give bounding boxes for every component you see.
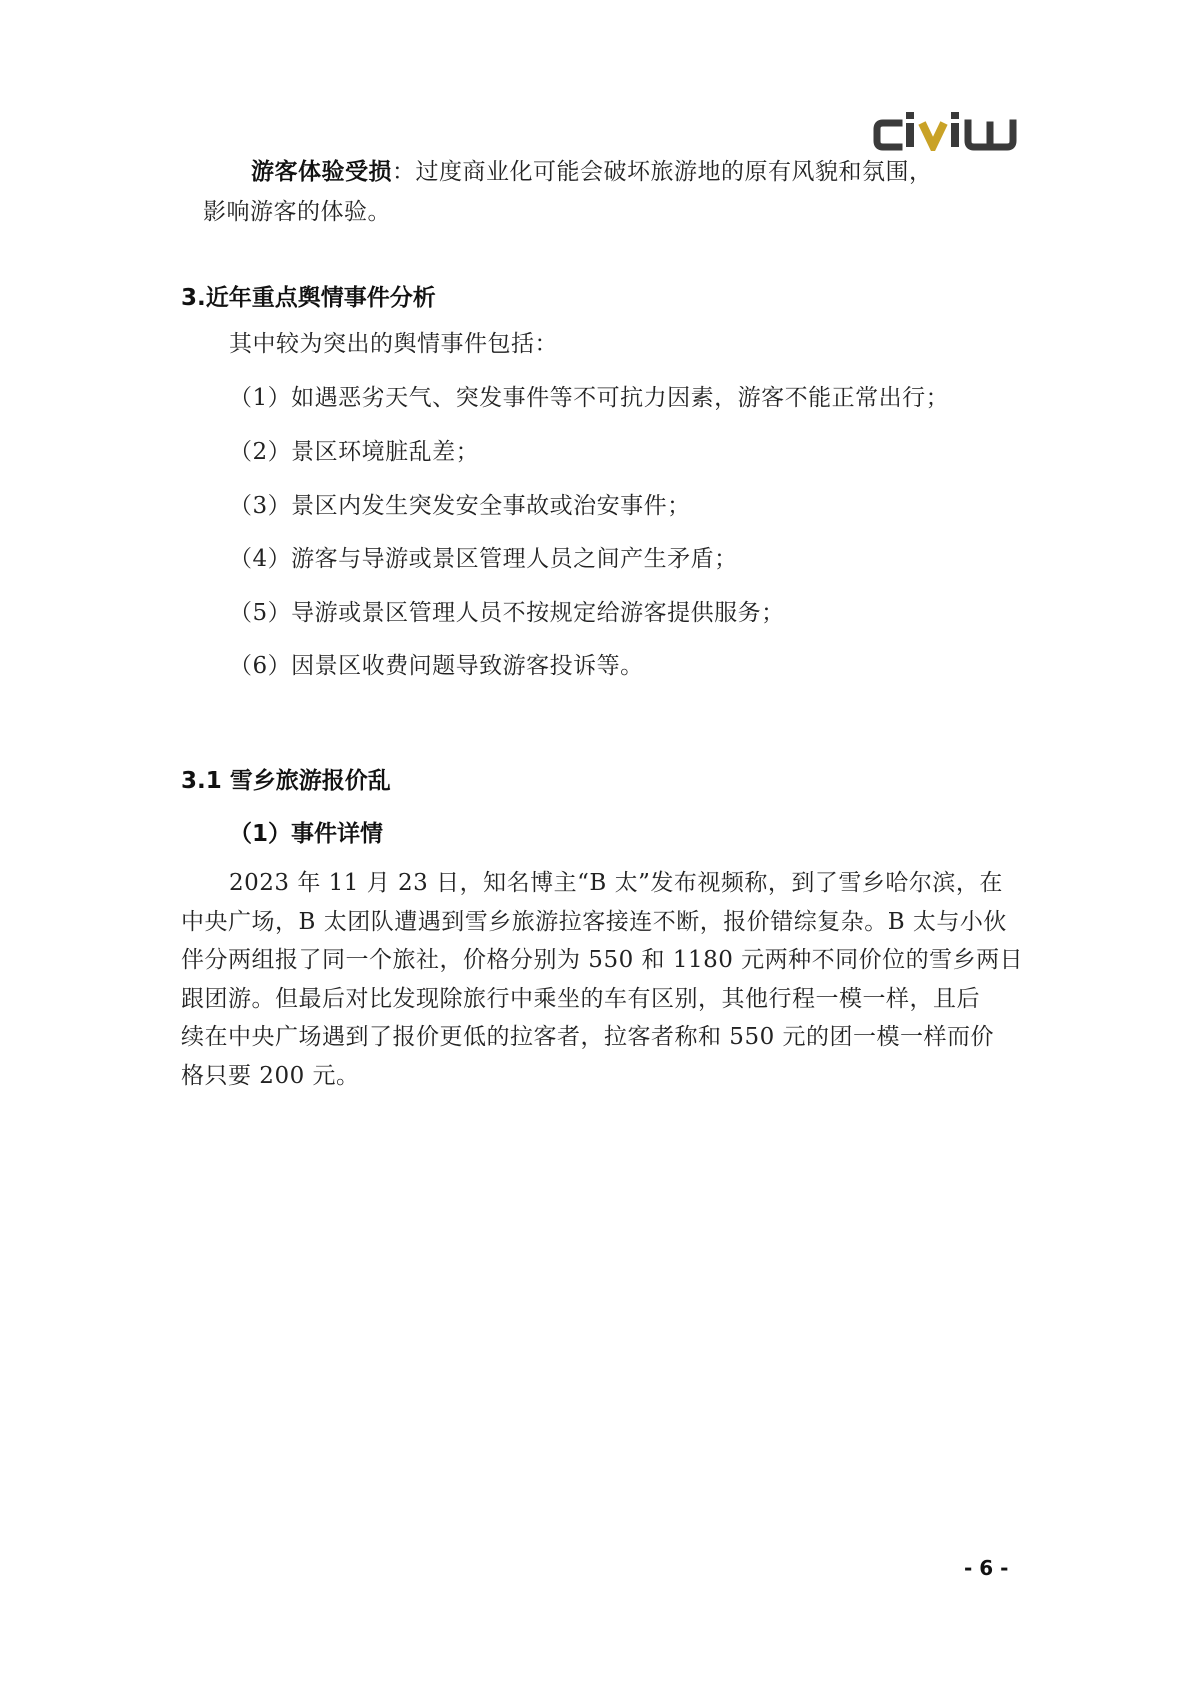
list-item: （2）景区环境脏乱差； xyxy=(229,439,480,465)
paragraph-line: 中央广场，B 太团队遭遇到雪乡旅游拉客接连不断，报价错综复杂。B 太与小伙 xyxy=(181,908,1007,935)
paragraph-line: 2023 年 11 月 23 日，知名博主“B 太”发布视频称，到了雪乡哈尔滨，在 xyxy=(229,870,1003,896)
intro-paragraph-line2: 影响游客的体验。 xyxy=(203,199,391,225)
page-number: - 6 - xyxy=(964,1556,1009,1580)
intro-paragraph-line1 xyxy=(251,154,933,190)
section-3-intro: 其中较为突出的舆情事件包括： xyxy=(229,331,558,357)
section-3-1-heading: 3.1 雪乡旅游报价乱 xyxy=(181,768,391,794)
section-3-heading: 3.近年重点舆情事件分析 xyxy=(181,285,436,311)
section-3-1-subheading: （1）事件详情 xyxy=(229,821,384,847)
event-detail-paragraph xyxy=(181,864,1024,1095)
civiw-logo xyxy=(873,111,1023,151)
paragraph-line: 跟团游。但最后对比发现除旅行中乘坐的车有区别，其他行程一模一样，且后 xyxy=(181,985,980,1012)
list-item: （6）因景区收费问题导致游客投诉等。 xyxy=(229,653,644,679)
list-item: （5）导游或景区管理人员不按规定给游客提供服务； xyxy=(229,600,785,626)
paragraph-line: 续在中央广场遇到了报价更低的拉客者，拉客者称和 550 元的团一模一样而价 xyxy=(181,1024,995,1050)
paragraph-line: 伴分两组报了同一个旅社，价格分别为 550 和 1180 元两种不同价位的雪乡两日 xyxy=(181,947,1024,973)
intro-bold-lead: 游客体验受损 xyxy=(251,159,392,185)
intro-rest: ：过度商业化可能会破坏旅游地的原有风貌和氛围， xyxy=(392,159,933,185)
list-item: （4）游客与导游或景区管理人员之间产生矛盾； xyxy=(229,546,738,572)
list-item: （3）景区内发生突发安全事故或治安事件； xyxy=(229,493,691,519)
list-item: （1）如遇恶劣天气、突发事件等不可抗力因素，游客不能正常出行； xyxy=(229,385,950,411)
paragraph-line: 格只要 200 元。 xyxy=(181,1062,360,1089)
